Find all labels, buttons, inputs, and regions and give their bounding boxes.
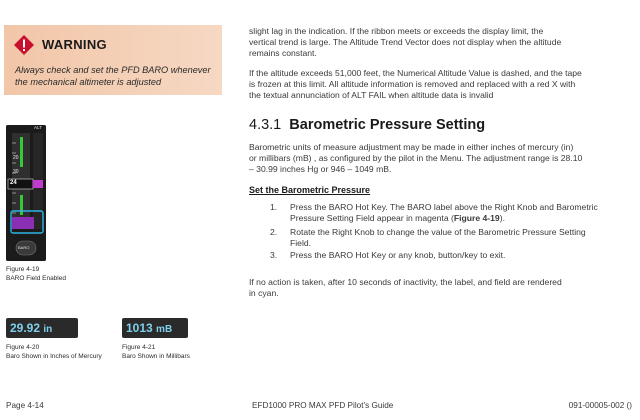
pfd-altitude-tape — [6, 125, 46, 261]
warning-title: WARNING — [42, 37, 107, 52]
text-line: in cyan. — [249, 288, 279, 299]
text-line: Press the BARO Hot Key. The BARO label above the Right Knob and Barometric — [290, 202, 598, 212]
text-line: If no action is taken, after 10 seconds of inactivity, the label, and field are rendered — [249, 277, 562, 287]
figure-number: Figure 4-21 — [122, 344, 156, 351]
procedure-title: Set the Barometric Pressure — [249, 185, 371, 195]
figure-caption — [6, 265, 66, 283]
figure-caption — [122, 343, 190, 361]
step-text — [290, 202, 622, 224]
text-span: Pressure Setting Field appear in magenta ( — [290, 213, 454, 224]
figure-title: BARO Field Enabled — [6, 275, 66, 282]
tape-baro-knob-label: BARO — [18, 245, 30, 250]
step-text — [290, 227, 622, 249]
step-text — [290, 250, 622, 261]
baro-inches-display — [6, 318, 78, 338]
step-number: 3. — [270, 250, 278, 260]
tape-tick-label: 20 — [13, 155, 19, 161]
footer-document-number: 091-00005-002 () — [568, 401, 632, 410]
figure-reference: Figure 4-19 — [453, 213, 500, 224]
text-line: is frozen at this limit. All altitude information is removed and replaced with a red X with — [249, 79, 576, 90]
text-line: Barometric units of measure adjustment may be made in either inches of mercury (in) — [249, 142, 574, 152]
text-line: Field. — [290, 238, 312, 249]
text-line — [290, 213, 622, 224]
text-line: or millibars (mB) , as configured by the pilot in the Menu. The adjustment range is 28.10 — [249, 153, 583, 164]
figure-number: Figure 4-20 — [6, 344, 40, 351]
step-number: 1. — [270, 202, 278, 212]
section-paragraph — [249, 142, 582, 176]
tape-tick-label: 30 — [13, 169, 19, 175]
warning-text: Always check and set the PFD BARO whenever the mechanical altimeter is adjusted — [15, 65, 211, 87]
text-line: vertical trend is large. The Altitude Trend Vector does not display when the altitude — [249, 37, 562, 48]
footer-page-number: Page 4-14 — [6, 401, 44, 410]
altitude-limit-paragraph — [249, 68, 582, 102]
text-line: Rotate the Right Knob to change the value of the Barometric Pressure Setting — [290, 227, 586, 237]
figure-caption — [6, 343, 102, 361]
warning-diamond-icon — [13, 34, 35, 56]
footer-manual-title: EFD1000 PRO MAX PFD Pilot’s Guide — [252, 401, 394, 410]
text-line: the textual annunciation of ALT FAIL when altitude data is invalid — [249, 90, 494, 101]
baro-millibars-display — [122, 318, 188, 338]
baro-unit: mB — [156, 324, 173, 335]
figure-title: Baro Shown in Millibars — [122, 353, 190, 360]
text-span: ). — [499, 213, 505, 224]
text-line: remains constant. — [249, 48, 317, 59]
intro-paragraph — [249, 26, 561, 60]
text-line: slight lag in the indication. If the ribbon meets or exceeds the display limit, the — [249, 26, 544, 36]
text-line: If the altitude exceeds 51,000 feet, the Numerical Altitude Value is dashed, and the tape — [249, 68, 582, 78]
warning-box — [4, 25, 222, 95]
section-number: 4.3.1 — [249, 117, 282, 133]
step-number: 2. — [270, 227, 278, 237]
closing-paragraph — [249, 277, 562, 299]
text-line: – 30.99 inches Hg or 946 – 1049 mB. — [249, 164, 392, 175]
baro-unit: in — [43, 324, 53, 335]
section-title: Barometric Pressure Setting — [289, 117, 486, 133]
pfd-tape-graphic — [6, 125, 46, 261]
figure-number: Figure 4-19 — [6, 266, 40, 273]
section-heading — [249, 117, 485, 133]
figure-title: Baro Shown in Inches of Mercury — [6, 353, 102, 360]
tape-alt-label: ALT — [34, 125, 42, 130]
tape-tick-label: 24 — [10, 180, 17, 186]
baro-value: 1013 — [126, 321, 153, 335]
baro-value: 29.92 — [10, 321, 41, 335]
text-line: Press the BARO Hot Key or any knob, button/key to exit. — [290, 250, 506, 260]
